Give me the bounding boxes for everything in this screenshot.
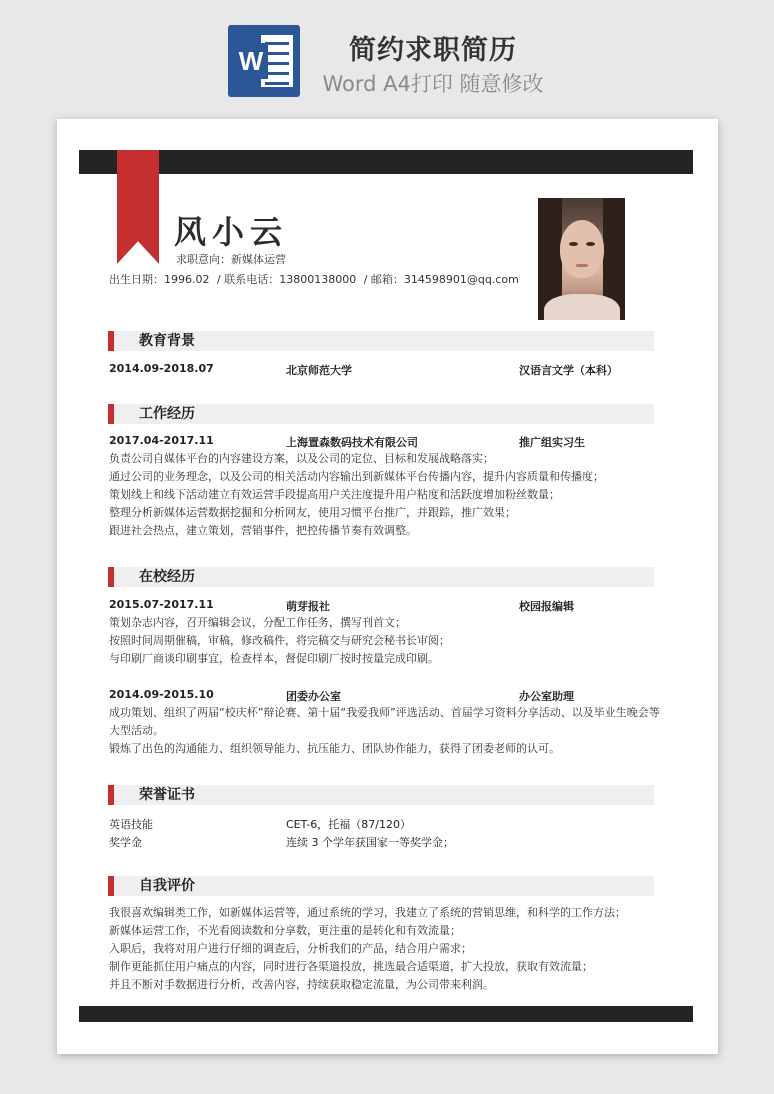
work-date: 2017.04-2017.11 (109, 434, 214, 447)
self-line: 新媒体运营工作，不光看阅读数和分享数，更注重的是转化和有效流量； (109, 924, 461, 937)
education-row (109, 362, 669, 378)
banner-subtitle: Word A4打印 随意修改 (322, 72, 544, 96)
section-honors (108, 785, 654, 805)
campus-role: 校园报编辑 (519, 600, 574, 613)
self-line: 入职后，我将对用户进行仔细的调查后，分析我们的产品，结合用户需求； (109, 942, 472, 955)
bottom-bar (79, 1006, 693, 1022)
section-self-evaluation (108, 876, 654, 896)
header-banner (0, 0, 774, 110)
banner-title: 简约求职简历 (349, 35, 517, 66)
section-campus (108, 567, 654, 587)
word-icon (228, 25, 300, 97)
honor-value: 连续 3 个学年获国家一等奖学金； (286, 836, 454, 849)
campus-row (109, 688, 669, 704)
work-role: 推广组实习生 (519, 436, 585, 449)
section-marker (108, 785, 114, 805)
education-date: 2014.09-2018.07 (109, 362, 214, 375)
section-education (108, 331, 654, 351)
work-line: 通过公司的业务理念，以及公司的相关活动内容输出到新媒体平台传播内容，提升内容质量和传播度； (109, 470, 604, 483)
self-line: 我很喜欢编辑类工作，如新媒体运营等，通过系统的学习，我建立了系统的营销思维，和科学的工作方法； (109, 906, 626, 919)
work-line: 整理分析新媒体运营数据挖掘和分析网友，使用习惯平台推广，并跟踪，推广效果； (109, 506, 516, 519)
section-marker (108, 876, 114, 896)
campus-org: 萌芽报社 (286, 600, 330, 613)
honor-row (109, 834, 669, 850)
campus-line: 成功策划、组织了两届“校庆杯”辩论赛、第十届“我爱我师”评选活动、首届学习资料分享活动、以及毕业生晚会等大型活动。 (109, 706, 660, 737)
campus-date: 2015.07-2017.11 (109, 598, 214, 611)
education-major: 汉语言文学（本科） (519, 364, 618, 377)
campus-row (109, 598, 669, 614)
bookmark-ribbon (117, 150, 159, 264)
email-address: / 邮箱：314598901@qq.com (363, 273, 519, 286)
candidate-name: 风小云 (174, 213, 289, 251)
campus-description (109, 704, 664, 758)
profile-photo (538, 198, 625, 320)
work-line: 跟进社会热点，建立策划，营销事件，把控传播节奏有效调整。 (109, 524, 417, 537)
work-row (109, 434, 669, 450)
honor-key: 奖学金 (109, 836, 142, 849)
top-bar (79, 150, 693, 174)
work-line: 策划线上和线下活动建立有效运营手段提高用户关注度提升用户粘度和活跃度增加粉丝数量； (109, 488, 560, 501)
campus-line: 与印刷厂商谈印刷事宜，检查样本，督促印刷厂按时按量完成印刷。 (109, 652, 439, 665)
campus-line: 锻炼了出色的沟通能力、组织领导能力、抗压能力、团队协作能力，获得了团委老师的认可。 (109, 742, 560, 755)
self-description (109, 904, 679, 994)
campus-description (109, 614, 679, 668)
section-marker (108, 567, 114, 587)
honor-key: 英语技能 (109, 818, 153, 831)
phone-number: / 联系电话：13800138000 (217, 273, 357, 286)
section-marker (108, 404, 114, 424)
job-intent: 求职意向：新媒体运营 (176, 253, 286, 266)
campus-role: 办公室助理 (519, 690, 574, 703)
self-line: 并且不断对手数据进行分析，改善内容，持续获取稳定流量，为公司带来利润。 (109, 978, 494, 991)
self-line: 制作更能抓住用户痛点的内容，同时进行各渠道投放，挑选最合适渠道，扩大投放，获取有效流量； (109, 960, 593, 973)
resume-page (57, 119, 718, 1054)
section-work (108, 404, 654, 424)
education-school: 北京师范大学 (286, 364, 352, 377)
campus-line: 策划杂志内容，召开编辑会议，分配工作任务，撰写刊首文； (109, 616, 406, 629)
campus-line: 按照时间周期催稿，审稿，修改稿件，将完稿交与研究会秘书长审阅； (109, 634, 450, 647)
honor-value: CET-6，托福（87/120） (286, 818, 412, 831)
work-line: 负责公司自媒体平台的内容建设方案，以及公司的定位、目标和发展战略落实； (109, 452, 494, 465)
campus-date: 2014.09-2015.10 (109, 688, 214, 701)
campus-org: 团委办公室 (286, 690, 341, 703)
section-title: 工作经历 (139, 406, 195, 422)
section-title: 自我评价 (139, 878, 195, 894)
section-title: 教育背景 (139, 333, 195, 349)
work-description (109, 450, 679, 540)
section-marker (108, 331, 114, 351)
word-letter: W (234, 43, 268, 79)
contact-info (109, 271, 523, 287)
work-company: 上海置森数码技术有限公司 (286, 436, 418, 449)
section-title: 在校经历 (139, 569, 195, 585)
birth-date: 出生日期：1996.02 (109, 273, 210, 286)
section-title: 荣誉证书 (139, 787, 195, 803)
honor-row (109, 816, 669, 832)
